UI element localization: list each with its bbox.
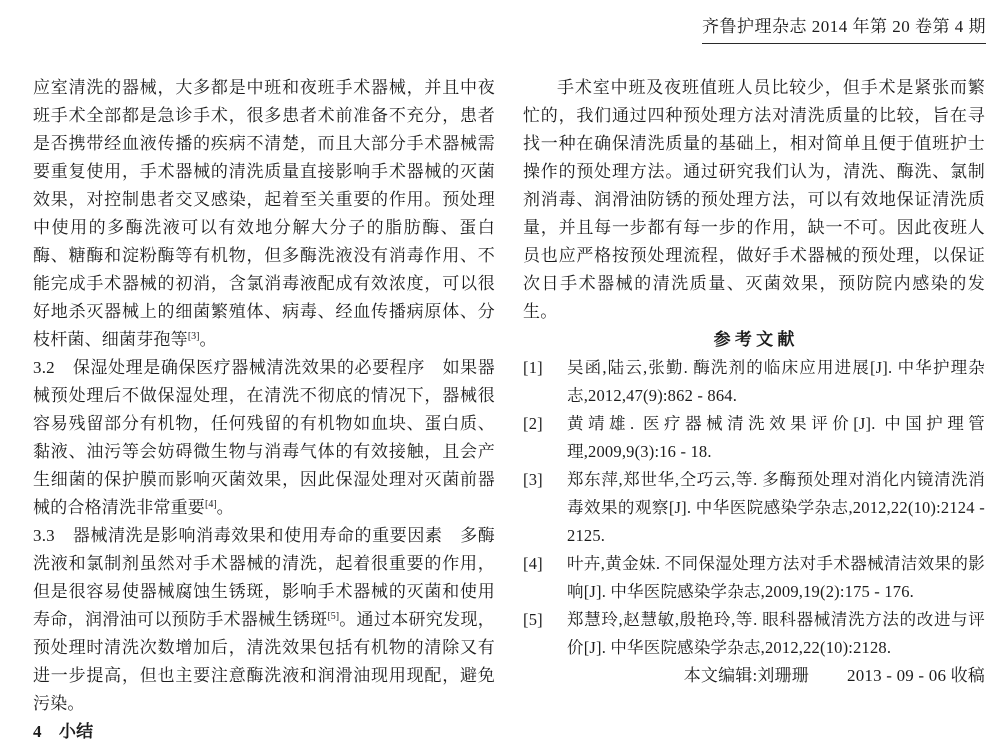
reference-item bbox=[523, 410, 985, 466]
section-3-2-paragraph: 3.2 保湿处理是确保医疗器械清洗效果的必要程序 如果器械预处理后不做保湿处理，在清洗不彻底的情况下，器械很容易残留部分有机物，任何残留的有机物如血块、蛋白质、黏液、油污等会妨碍微生物与消毒气体的有效接触，且会产生细菌的保护膜而影响灭菌效果，因此保湿处理对灭菌前器械的合格清洗非常重要[4]。 bbox=[33, 358, 495, 517]
reference-item bbox=[523, 606, 985, 662]
reference-item bbox=[523, 466, 985, 550]
editor-note: 本文编辑:刘珊珊 bbox=[683, 666, 810, 685]
page-header bbox=[702, 16, 986, 44]
reference-text: 黄靖雄. 医疗器械清洗效果评价[J]. 中国护理管理,2009,9(3):16 - 18. bbox=[567, 414, 985, 461]
reference-text: 郑慧玲,赵慧敏,殷艳玲,等. 眼科器械清洗方法的改进与评价[J]. 中华医院感染学杂志,2012,22(10):2128. bbox=[567, 610, 985, 657]
reference-label: [4] bbox=[523, 554, 543, 573]
page-body bbox=[33, 74, 985, 746]
journal-title: 齐鲁护理杂志 2014 年第 20 卷第 4 期 bbox=[702, 16, 986, 44]
section-3-3-paragraph: 3.3 器械清洗是影响消毒效果和使用寿命的重要因素 多酶洗液和氯制剂虽然对手术器械的清洗，起着很重要的作用，但是很容易使器械腐蚀生锈斑，影响手术器械的灭菌和使用寿命，润滑油可以预防手术器械生锈斑[5]。通过本研究发现，预处理时清洗次数增加后，清洗效果包括有机物的清除又有进一步提高，但也主要注意酶洗液和润滑油现用现配，避免污染。 bbox=[33, 526, 495, 713]
reference-text: 郑东萍,郑世华,仝巧云,等. 多酶预处理对消化内镜清洗消毒效果的观察[J]. 中华医院感染学杂志,2012,22(10):2124 - 2125. bbox=[567, 470, 985, 545]
paragraph-continuation: 应室清洗的器械，大多都是中班和夜班手术器械，并且中夜班手术全部都是急诊手术，很多患者术前准备不充分，患者是否携带经血液传播的疾病不清楚，而且大部分手术器械需要重复使用，手术器械的清洗质量直接影响手术器械的灭菌效果，对控制患者交叉感染，起着至关重要的作用。预处理中使用的多酶洗液可以有效地分解大分子的脂肪酶、蛋白酶、糖酶和淀粉酶等有机物，但多酶洗液没有消毒作用、不能完成手术器械的初消，含氯消毒液配成有效浓度，可以很好地杀灭器械上的细菌繁殖体、病毒、经血传播病原体、分枝杆菌、细菌芽孢等[3]。 bbox=[33, 78, 495, 349]
reference-label: [2] bbox=[523, 414, 543, 433]
reference-text: 吴函,陆云,张勤. 酶洗剂的临床应用进展[J]. 中华护理杂志,2012,47(9):862 - 864. bbox=[567, 358, 985, 405]
section-4-heading: 4 小结 bbox=[33, 722, 94, 741]
reference-label: [1] bbox=[523, 358, 543, 377]
reference-item bbox=[523, 550, 985, 606]
left-column bbox=[33, 74, 495, 746]
references-list bbox=[523, 354, 985, 662]
reference-text: 叶卉,黄金妹. 不同保湿处理方法对手术器械清洁效果的影响[J]. 中华医院感染学杂志,2009,19(2):175 - 176. bbox=[567, 554, 985, 601]
reference-item bbox=[523, 354, 985, 410]
references-heading: 参 考 文 献 bbox=[713, 330, 795, 349]
reference-label: [3] bbox=[523, 470, 543, 489]
article-footer bbox=[523, 662, 985, 690]
summary-paragraph: 手术室中班及夜班值班人员比较少，但手术是紧张而繁忙的，我们通过四种预处理方法对清洗质量的比较，旨在寻找一种在确保清洗质量的基础上，相对简单且便于值班护士操作的预处理方法。通过研究我们认为，清洗、酶洗、氯制剂消毒、润滑油防锈的预处理方法，可以有效地保证清洗质量，并且每一步都有每一步的作用，缺一不可。因此夜班人员也应严格按预处理流程，做好手术器械的预处理，以保证次日手术器械的清洗质量、灭菌效果，预防院内感染的发生。 bbox=[523, 78, 985, 321]
received-date: 2013 - 09 - 06 收稿 bbox=[847, 666, 985, 685]
right-column bbox=[523, 74, 985, 746]
reference-label: [5] bbox=[523, 610, 543, 629]
